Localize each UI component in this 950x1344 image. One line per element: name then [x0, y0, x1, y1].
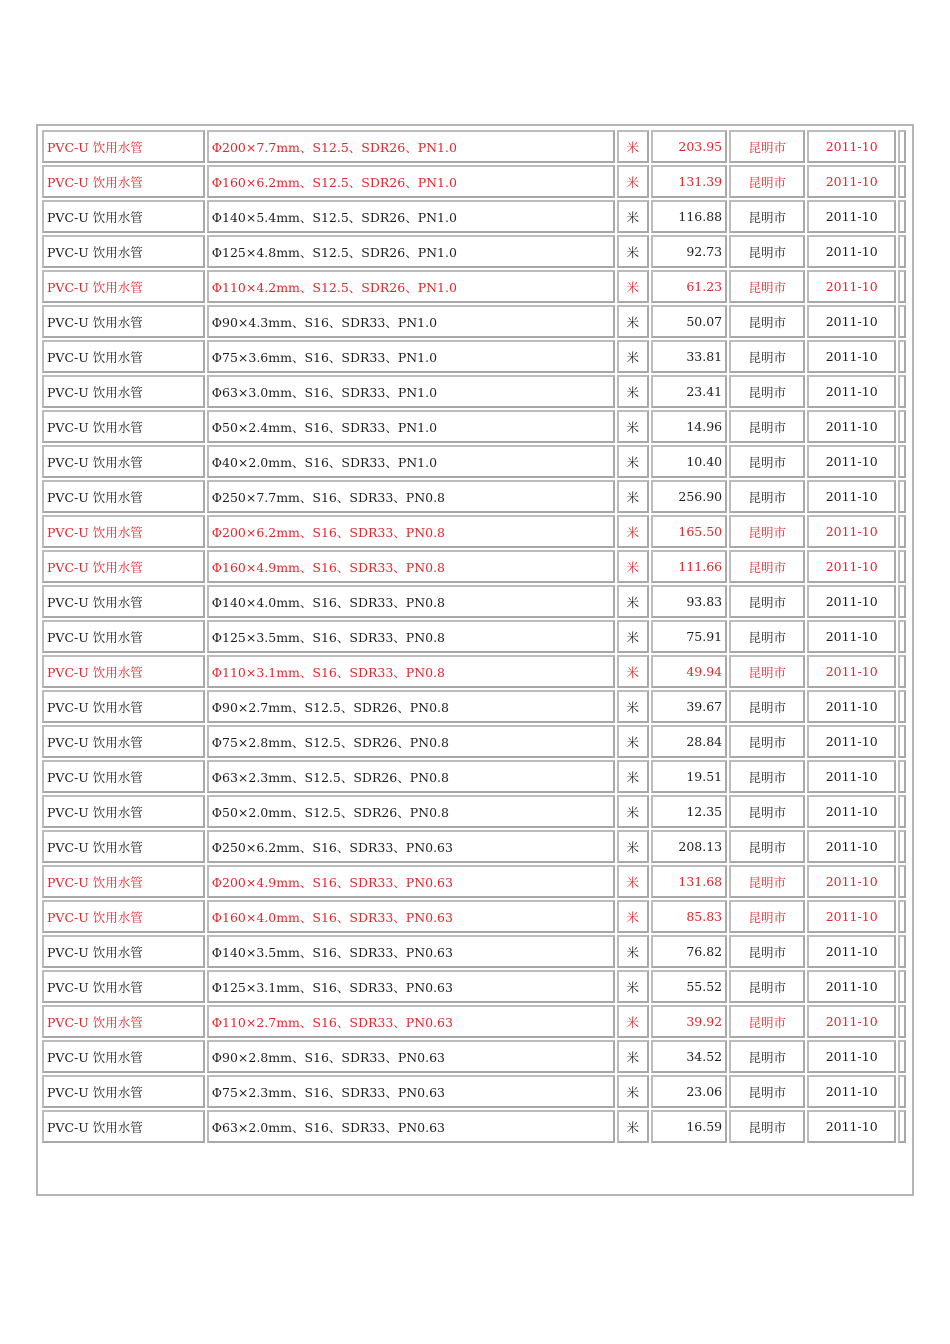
date-cell: 2011-10: [807, 935, 895, 968]
price-cell: 23.41: [651, 375, 727, 408]
table-row: [42, 340, 906, 373]
spec-cell: Φ110×4.2mm、S12.5、SDR26、PN1.0: [207, 270, 615, 303]
table-row: [42, 655, 906, 688]
product-name-cell: PVC-U 饮用水管: [42, 1040, 205, 1073]
table-row: [42, 130, 906, 163]
date-cell: 2011-10: [807, 970, 895, 1003]
price-cell: 116.88: [651, 200, 727, 233]
date-cell: 2011-10: [807, 515, 895, 548]
price-cell: 85.83: [651, 900, 727, 933]
city-cell: 昆明市: [729, 375, 805, 408]
spec-cell: Φ50×2.0mm、S12.5、SDR26、PN0.8: [207, 795, 615, 828]
date-cell: 2011-10: [807, 270, 895, 303]
table-row: [42, 375, 906, 408]
unit-cell: 米: [617, 585, 649, 618]
price-cell: 208.13: [651, 830, 727, 863]
date-cell: 2011-10: [807, 200, 895, 233]
empty-cell: [898, 830, 906, 863]
unit-cell: 米: [617, 725, 649, 758]
table-row: [42, 900, 906, 933]
table-row: [42, 165, 906, 198]
price-cell: 256.90: [651, 480, 727, 513]
empty-cell: [898, 200, 906, 233]
date-cell: 2011-10: [807, 690, 895, 723]
city-cell: 昆明市: [729, 1075, 805, 1108]
date-cell: 2011-10: [807, 445, 895, 478]
date-cell: 2011-10: [807, 1110, 895, 1143]
unit-cell: 米: [617, 830, 649, 863]
product-name-cell: PVC-U 饮用水管: [42, 620, 205, 653]
spec-cell: Φ63×3.0mm、S16、SDR33、PN1.0: [207, 375, 615, 408]
spec-cell: Φ90×4.3mm、S16、SDR33、PN1.0: [207, 305, 615, 338]
price-cell: 34.52: [651, 1040, 727, 1073]
table-row: [42, 1040, 906, 1073]
date-cell: 2011-10: [807, 375, 895, 408]
product-name-cell: PVC-U 饮用水管: [42, 270, 205, 303]
price-table: [40, 128, 908, 1145]
product-name-cell: PVC-U 饮用水管: [42, 970, 205, 1003]
date-cell: 2011-10: [807, 410, 895, 443]
spec-cell: Φ63×2.3mm、S12.5、SDR26、PN0.8: [207, 760, 615, 793]
empty-cell: [898, 305, 906, 338]
price-cell: 55.52: [651, 970, 727, 1003]
price-cell: 28.84: [651, 725, 727, 758]
date-cell: 2011-10: [807, 305, 895, 338]
empty-cell: [898, 375, 906, 408]
empty-cell: [898, 900, 906, 933]
date-cell: 2011-10: [807, 1005, 895, 1038]
empty-cell: [898, 235, 906, 268]
table-row: [42, 235, 906, 268]
price-cell: 111.66: [651, 550, 727, 583]
product-name-cell: PVC-U 饮用水管: [42, 165, 205, 198]
empty-cell: [898, 445, 906, 478]
product-name-cell: PVC-U 饮用水管: [42, 480, 205, 513]
price-table-body: [42, 130, 906, 1143]
table-row: [42, 690, 906, 723]
product-name-cell: PVC-U 饮用水管: [42, 1005, 205, 1038]
city-cell: 昆明市: [729, 200, 805, 233]
product-name-cell: PVC-U 饮用水管: [42, 130, 205, 163]
table-row: [42, 725, 906, 758]
unit-cell: 米: [617, 760, 649, 793]
empty-cell: [898, 270, 906, 303]
product-name-cell: PVC-U 饮用水管: [42, 445, 205, 478]
date-cell: 2011-10: [807, 900, 895, 933]
empty-cell: [898, 165, 906, 198]
city-cell: 昆明市: [729, 165, 805, 198]
price-cell: 14.96: [651, 410, 727, 443]
unit-cell: 米: [617, 1075, 649, 1108]
product-name-cell: PVC-U 饮用水管: [42, 200, 205, 233]
city-cell: 昆明市: [729, 550, 805, 583]
city-cell: 昆明市: [729, 620, 805, 653]
spec-cell: Φ140×5.4mm、S12.5、SDR26、PN1.0: [207, 200, 615, 233]
price-cell: 75.91: [651, 620, 727, 653]
product-name-cell: PVC-U 饮用水管: [42, 865, 205, 898]
table-row: [42, 830, 906, 863]
product-name-cell: PVC-U 饮用水管: [42, 935, 205, 968]
unit-cell: 米: [617, 305, 649, 338]
city-cell: 昆明市: [729, 830, 805, 863]
city-cell: 昆明市: [729, 235, 805, 268]
unit-cell: 米: [617, 375, 649, 408]
product-name-cell: PVC-U 饮用水管: [42, 410, 205, 443]
product-name-cell: PVC-U 饮用水管: [42, 375, 205, 408]
empty-cell: [898, 795, 906, 828]
product-name-cell: PVC-U 饮用水管: [42, 550, 205, 583]
table-row: [42, 795, 906, 828]
empty-cell: [898, 760, 906, 793]
table-row: [42, 970, 906, 1003]
city-cell: 昆明市: [729, 935, 805, 968]
product-name-cell: PVC-U 饮用水管: [42, 900, 205, 933]
price-cell: 165.50: [651, 515, 727, 548]
city-cell: 昆明市: [729, 410, 805, 443]
spec-cell: Φ75×3.6mm、S16、SDR33、PN1.0: [207, 340, 615, 373]
unit-cell: 米: [617, 340, 649, 373]
price-table-frame: [36, 124, 914, 1196]
table-row: [42, 620, 906, 653]
empty-cell: [898, 340, 906, 373]
city-cell: 昆明市: [729, 725, 805, 758]
spec-cell: Φ75×2.3mm、S16、SDR33、PN0.63: [207, 1075, 615, 1108]
price-cell: 61.23: [651, 270, 727, 303]
spec-cell: Φ250×7.7mm、S16、SDR33、PN0.8: [207, 480, 615, 513]
unit-cell: 米: [617, 795, 649, 828]
unit-cell: 米: [617, 620, 649, 653]
price-cell: 16.59: [651, 1110, 727, 1143]
spec-cell: Φ250×6.2mm、S16、SDR33、PN0.63: [207, 830, 615, 863]
unit-cell: 米: [617, 1005, 649, 1038]
empty-cell: [898, 585, 906, 618]
spec-cell: Φ75×2.8mm、S12.5、SDR26、PN0.8: [207, 725, 615, 758]
city-cell: 昆明市: [729, 130, 805, 163]
price-cell: 92.73: [651, 235, 727, 268]
price-cell: 39.92: [651, 1005, 727, 1038]
price-cell: 10.40: [651, 445, 727, 478]
product-name-cell: PVC-U 饮用水管: [42, 725, 205, 758]
spec-cell: Φ160×4.9mm、S16、SDR33、PN0.8: [207, 550, 615, 583]
date-cell: 2011-10: [807, 340, 895, 373]
price-cell: 23.06: [651, 1075, 727, 1108]
date-cell: 2011-10: [807, 1075, 895, 1108]
unit-cell: 米: [617, 445, 649, 478]
table-row: [42, 935, 906, 968]
price-cell: 203.95: [651, 130, 727, 163]
table-row: [42, 515, 906, 548]
empty-cell: [898, 410, 906, 443]
city-cell: 昆明市: [729, 760, 805, 793]
city-cell: 昆明市: [729, 515, 805, 548]
spec-cell: Φ140×3.5mm、S16、SDR33、PN0.63: [207, 935, 615, 968]
city-cell: 昆明市: [729, 340, 805, 373]
city-cell: 昆明市: [729, 480, 805, 513]
price-cell: 12.35: [651, 795, 727, 828]
city-cell: 昆明市: [729, 1110, 805, 1143]
spec-cell: Φ200×4.9mm、S16、SDR33、PN0.63: [207, 865, 615, 898]
spec-cell: Φ140×4.0mm、S16、SDR33、PN0.8: [207, 585, 615, 618]
unit-cell: 米: [617, 970, 649, 1003]
spec-cell: Φ125×4.8mm、S12.5、SDR26、PN1.0: [207, 235, 615, 268]
city-cell: 昆明市: [729, 795, 805, 828]
empty-cell: [898, 480, 906, 513]
empty-cell: [898, 1110, 906, 1143]
product-name-cell: PVC-U 饮用水管: [42, 795, 205, 828]
spec-cell: Φ110×3.1mm、S16、SDR33、PN0.8: [207, 655, 615, 688]
table-row: [42, 1075, 906, 1108]
price-cell: 131.39: [651, 165, 727, 198]
date-cell: 2011-10: [807, 480, 895, 513]
empty-cell: [898, 865, 906, 898]
product-name-cell: PVC-U 饮用水管: [42, 585, 205, 618]
city-cell: 昆明市: [729, 900, 805, 933]
empty-cell: [898, 550, 906, 583]
city-cell: 昆明市: [729, 655, 805, 688]
price-cell: 76.82: [651, 935, 727, 968]
date-cell: 2011-10: [807, 235, 895, 268]
price-cell: 131.68: [651, 865, 727, 898]
empty-cell: [898, 935, 906, 968]
spec-cell: Φ90×2.7mm、S12.5、SDR26、PN0.8: [207, 690, 615, 723]
spec-cell: Φ110×2.7mm、S16、SDR33、PN0.63: [207, 1005, 615, 1038]
spec-cell: Φ200×6.2mm、S16、SDR33、PN0.8: [207, 515, 615, 548]
city-cell: 昆明市: [729, 865, 805, 898]
empty-cell: [898, 1005, 906, 1038]
unit-cell: 米: [617, 690, 649, 723]
price-cell: 33.81: [651, 340, 727, 373]
product-name-cell: PVC-U 饮用水管: [42, 340, 205, 373]
unit-cell: 米: [617, 515, 649, 548]
product-name-cell: PVC-U 饮用水管: [42, 305, 205, 338]
date-cell: 2011-10: [807, 1040, 895, 1073]
unit-cell: 米: [617, 550, 649, 583]
empty-cell: [898, 1040, 906, 1073]
unit-cell: 米: [617, 165, 649, 198]
table-row: [42, 585, 906, 618]
city-cell: 昆明市: [729, 970, 805, 1003]
table-row: [42, 760, 906, 793]
spec-cell: Φ160×4.0mm、S16、SDR33、PN0.63: [207, 900, 615, 933]
price-cell: 93.83: [651, 585, 727, 618]
date-cell: 2011-10: [807, 830, 895, 863]
price-cell: 50.07: [651, 305, 727, 338]
date-cell: 2011-10: [807, 725, 895, 758]
price-cell: 49.94: [651, 655, 727, 688]
table-row: [42, 1005, 906, 1038]
product-name-cell: PVC-U 饮用水管: [42, 690, 205, 723]
unit-cell: 米: [617, 130, 649, 163]
unit-cell: 米: [617, 655, 649, 688]
empty-cell: [898, 970, 906, 1003]
product-name-cell: PVC-U 饮用水管: [42, 655, 205, 688]
table-row: [42, 410, 906, 443]
date-cell: 2011-10: [807, 760, 895, 793]
table-row: [42, 865, 906, 898]
city-cell: 昆明市: [729, 445, 805, 478]
table-row: [42, 445, 906, 478]
date-cell: 2011-10: [807, 585, 895, 618]
unit-cell: 米: [617, 270, 649, 303]
unit-cell: 米: [617, 865, 649, 898]
empty-cell: [898, 515, 906, 548]
spec-cell: Φ125×3.1mm、S16、SDR33、PN0.63: [207, 970, 615, 1003]
spec-cell: Φ90×2.8mm、S16、SDR33、PN0.63: [207, 1040, 615, 1073]
price-cell: 39.67: [651, 690, 727, 723]
table-row: [42, 1110, 906, 1143]
product-name-cell: PVC-U 饮用水管: [42, 760, 205, 793]
spec-cell: Φ50×2.4mm、S16、SDR33、PN1.0: [207, 410, 615, 443]
spec-cell: Φ40×2.0mm、S16、SDR33、PN1.0: [207, 445, 615, 478]
spec-cell: Φ200×7.7mm、S12.5、SDR26、PN1.0: [207, 130, 615, 163]
empty-cell: [898, 655, 906, 688]
empty-cell: [898, 620, 906, 653]
unit-cell: 米: [617, 1110, 649, 1143]
city-cell: 昆明市: [729, 585, 805, 618]
price-cell: 19.51: [651, 760, 727, 793]
product-name-cell: PVC-U 饮用水管: [42, 235, 205, 268]
city-cell: 昆明市: [729, 1005, 805, 1038]
empty-cell: [898, 725, 906, 758]
unit-cell: 米: [617, 480, 649, 513]
table-row: [42, 550, 906, 583]
empty-cell: [898, 690, 906, 723]
date-cell: 2011-10: [807, 130, 895, 163]
unit-cell: 米: [617, 935, 649, 968]
date-cell: 2011-10: [807, 550, 895, 583]
table-row: [42, 480, 906, 513]
unit-cell: 米: [617, 200, 649, 233]
date-cell: 2011-10: [807, 165, 895, 198]
unit-cell: 米: [617, 900, 649, 933]
date-cell: 2011-10: [807, 865, 895, 898]
date-cell: 2011-10: [807, 795, 895, 828]
spec-cell: Φ125×3.5mm、S16、SDR33、PN0.8: [207, 620, 615, 653]
table-row: [42, 200, 906, 233]
spec-cell: Φ160×6.2mm、S12.5、SDR26、PN1.0: [207, 165, 615, 198]
product-name-cell: PVC-U 饮用水管: [42, 1110, 205, 1143]
empty-cell: [898, 130, 906, 163]
product-name-cell: PVC-U 饮用水管: [42, 515, 205, 548]
city-cell: 昆明市: [729, 690, 805, 723]
city-cell: 昆明市: [729, 305, 805, 338]
unit-cell: 米: [617, 410, 649, 443]
spec-cell: Φ63×2.0mm、S16、SDR33、PN0.63: [207, 1110, 615, 1143]
product-name-cell: PVC-U 饮用水管: [42, 1075, 205, 1108]
date-cell: 2011-10: [807, 620, 895, 653]
empty-cell: [898, 1075, 906, 1108]
city-cell: 昆明市: [729, 1040, 805, 1073]
table-row: [42, 305, 906, 338]
city-cell: 昆明市: [729, 270, 805, 303]
unit-cell: 米: [617, 235, 649, 268]
date-cell: 2011-10: [807, 655, 895, 688]
unit-cell: 米: [617, 1040, 649, 1073]
product-name-cell: PVC-U 饮用水管: [42, 830, 205, 863]
table-row: [42, 270, 906, 303]
